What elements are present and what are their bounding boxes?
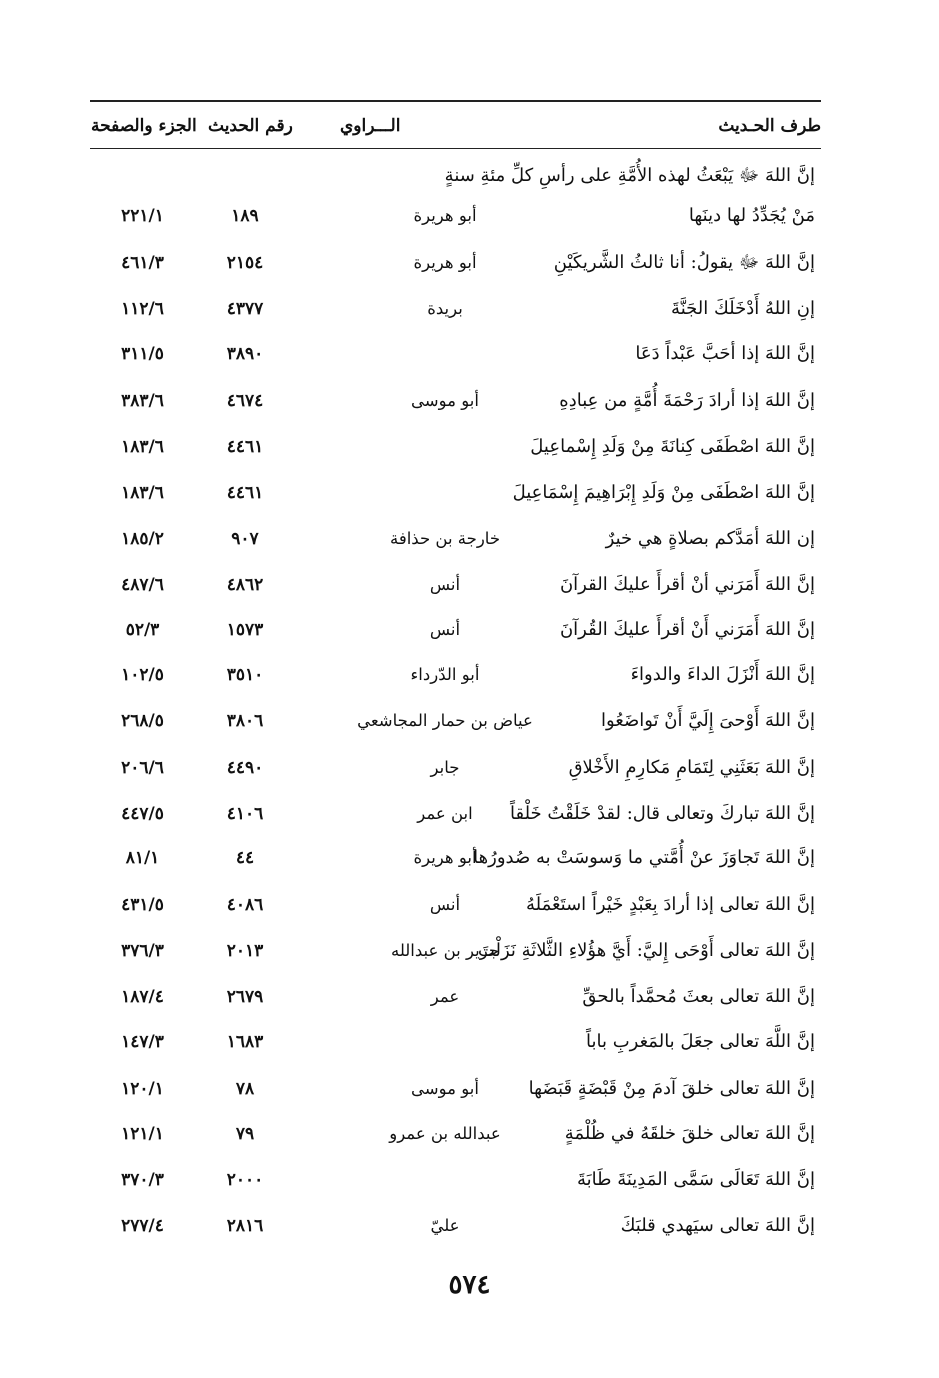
narrator-name: أبو هريرة [413,206,477,225]
page-number: ٥٧٤ [448,1270,491,1300]
hadith-text: إنَّ اللهَ ﷻ يقولُ: أنا ثالثُ الشَّريكَيْنِ [553,252,815,273]
volume-page-ref: ٢٧٧/٤ [121,1216,164,1236]
table-row [90,701,821,741]
hadith-number: ٧٨ [235,1079,255,1099]
volume-page-ref: ١٨٣/٦ [121,483,164,503]
hadith-number: ٣٥١٠ [226,665,264,685]
table-row [90,885,821,925]
table-row [90,196,821,236]
hadith-text: إنَّ اللهَ تعالى سيَهدي قلبَكَ [620,1215,815,1236]
hadith-number: ٤٤٦١ [226,437,264,457]
hadith-text: إنِ اللهُ أَدْخَلَكَ الجَنَّةَ [671,298,815,319]
hadith-text: إنَّ اللهَ إذا أرادَ رَحْمَةَ أُمَّةٍ من عِبادِهِ [559,390,815,411]
hadith-number: ٤١٠٦ [226,804,264,824]
table-row [90,838,821,878]
table-row [90,473,821,513]
hadith-number: ٧٩ [235,1124,255,1144]
narrator-name: عبدالله بن عمرو [389,1124,501,1143]
hadith-text: إنَّ اللهَ إذا أحَبَّ عَبْداً دَعَا [635,343,815,364]
hadith-text: إن اللهَ أمَدَّكم بصلاةٍ هي خيرٌ [605,528,815,549]
volume-page-ref: ٤٤٧/٥ [121,804,164,824]
hadith-text: إنَّ اللهَ تعالى أَوْحَى إِليَّ: أَيَّ هؤُلاءِ الثَّلاثَةِ نَزَلْتَ [477,940,815,961]
table-row [90,794,821,834]
hadith-number: ٣٨٩٠ [226,344,264,364]
table-row [90,977,821,1017]
hadith-text: إنَّ اللهَ تعالى بعثَ مُحمَّداً بالحقِّ [582,986,815,1007]
narrator-name: أبو هريرة [413,848,477,867]
hadith-text: إنَّ اللهَ أَمَرَني أنْ أقرأَ عليكَ القرآنَ [559,574,815,595]
hadith-text: إنَّ اللهَ تَجاوَزَ عنْ أُمَّتي ما وَسوسَتْ به صُدورُها [473,847,815,868]
volume-page-ref: ٢٢١/١ [121,206,164,226]
volume-page-ref: ٣٧٦/٣ [121,941,164,961]
narrator-name: أنس [429,895,461,914]
hadith-text: إنَّ اللهَ بَعَثَنِي لِتَمَامِ مَكارِمِ الأَخْلاقِ [568,757,815,778]
hadith-text: إنَّ اللهَ تباركَ وتعالى قال: لقدْ خَلَقْتُ خَلْقاً [510,803,815,824]
table-row [90,381,821,421]
narrator-name: أبو موسى [411,1079,479,1098]
hadith-number: ٢٠١٣ [226,941,264,961]
narrator-name: بريدة [427,299,463,318]
narrator-name: جابر [430,758,460,777]
hadith-number: ٤٦٧٤ [226,391,264,411]
narrator-name: عمر [430,987,460,1006]
narrator-name: أبو الدّرداء [410,665,480,684]
hadith-number: ٣٨٠٦ [226,711,264,731]
narrator-name: خارجة بن حذافة [389,529,501,548]
table-row [90,156,821,196]
table-row [90,748,821,788]
hadith-text: إنَّ اللهَ اصْطَفَى مِنْ وَلَدِ إِبْرَاهِيمَ إِسْمَاعِيلَ [512,482,815,503]
hadith-text: إنَّ اللهَ تعالى خلقَ آدمَ مِنْ قَبْضَةٍ قَبَضَها [528,1078,815,1099]
table-row [90,1206,821,1246]
volume-page-ref: ١٢٠/١ [121,1079,164,1099]
narrator-name: أبو موسى [411,391,479,410]
hadith-text: إنَّ اللهَ أَوْحىَ إِلَيَّ أَنْ تَواضَعُوا [600,710,815,731]
hadith-number: ٢٠٠٠ [226,1170,264,1190]
narrator-name: ابن عمر [417,804,473,823]
volume-page-ref: ٣١١/٥ [121,344,164,364]
hadith-number: ٢٦٧٩ [226,987,264,1007]
volume-page-ref: ٨١/١ [125,848,160,868]
header-volume-page: الجزء والصفحة [91,116,197,136]
narrator-name: عياض بن حمار المجاشعي [357,711,533,730]
hadith-number: ٤٤٩٠ [226,758,264,778]
table-row [90,1114,821,1154]
volume-page-ref: ٢٦٨/٥ [121,711,164,731]
volume-page-ref: ٤٨٧/٦ [121,575,164,595]
narrator-name: أبو هريرة [413,253,477,272]
top-rule [90,100,821,102]
narrator-name: أنس [429,620,461,639]
hadith-text: إنَّ اللهَ أَمَرَني أَنْ أقرأَ عليكَ القُرآنَ [559,619,815,640]
narrator-name: عليّ [430,1216,460,1235]
table-row [90,519,821,559]
hadith-number: ٤٤ [235,848,255,868]
hadith-text: إنَّ اللهَ تعالى خلقَ خلقَهُ في ظُلْمَةٍ [564,1123,815,1144]
table-row [90,1069,821,1109]
hadith-text: إنَّ اللهَ أَنْزَلَ الداءَ والدواءَ [630,664,815,685]
hadith-text: إنَّ اللهَ تَعَالَى سَمَّى المَدِينَةَ طَابَةَ [577,1169,815,1190]
table-row [90,655,821,695]
volume-page-ref: ٥٢/٣ [125,620,160,640]
hadith-number: ١٥٧٣ [226,620,264,640]
volume-page-ref: ١٨٣/٦ [121,437,164,457]
header-narrator: الـــراوي [340,116,401,136]
table-row [90,243,821,283]
volume-page-ref: ٣٨٣/٦ [121,391,164,411]
table-row [90,610,821,650]
hadith-text: إنَّ اللَّهَ تعالى جعَلَ بالمَغربِ باباً [586,1031,815,1052]
volume-page-ref: ١١٢/٦ [121,299,164,319]
volume-page-ref: ١٢١/١ [121,1124,164,1144]
table-row [90,565,821,605]
volume-page-ref: ١٨٥/٢ [121,529,164,549]
hadith-number: ٤٠٨٦ [226,895,264,915]
table-row [90,334,821,374]
hadith-number: ٢١٥٤ [226,253,264,273]
table-row [90,1022,821,1062]
hadith-number: ٤٤٦١ [226,483,264,503]
header-hadith-text: طرف الحـديث [718,116,821,136]
table-row [90,1160,821,1200]
table-row [90,931,821,971]
hadith-number: ٢٨١٦ [226,1216,264,1236]
volume-page-ref: ٢٠٦/٦ [121,758,164,778]
hadith-text: إنَّ اللهَ اصْطَفَى كِنانَةَ مِنْ وَلَدِ إِسْماعِيلَ [530,436,815,457]
hadith-number: ٤٨٦٢ [226,575,264,595]
volume-page-ref: ٤٦١/٣ [121,253,164,273]
volume-page-ref: ٣٧٠/٣ [121,1170,164,1190]
table-row [90,289,821,329]
header-rule [90,148,821,149]
volume-page-ref: ١٤٧/٣ [121,1032,164,1052]
hadith-text: إنَّ اللهَ تعالى إذا أرادَ بِعَبْدٍ خَيْراً استَعْمَلَهُ [525,894,815,915]
narrator-name: أنس [429,575,461,594]
volume-page-ref: ٤٣١/٥ [121,895,164,915]
hadith-number: ٩٠٧ [231,529,259,549]
hadith-number: ٤٣٧٧ [226,299,264,319]
table-row [90,427,821,467]
narrator-name: جرير بن عبدالله [390,941,500,960]
hadith-text: إنَّ اللهَ ﷻ يَبْعَثُ لهذه الأُمَّةِ على رأسِ كلِّ مئةِ سنةٍ [444,165,815,186]
hadith-number: ١٨٩ [231,206,259,226]
header-hadith-number: رقم الحديث [208,116,293,136]
hadith-number: ١٦٨٣ [226,1032,264,1052]
volume-page-ref: ١٠٢/٥ [121,665,164,685]
hadith-text: مَنْ يُجَدِّدُ لها دينَها [688,205,815,226]
volume-page-ref: ١٨٧/٤ [121,987,164,1007]
